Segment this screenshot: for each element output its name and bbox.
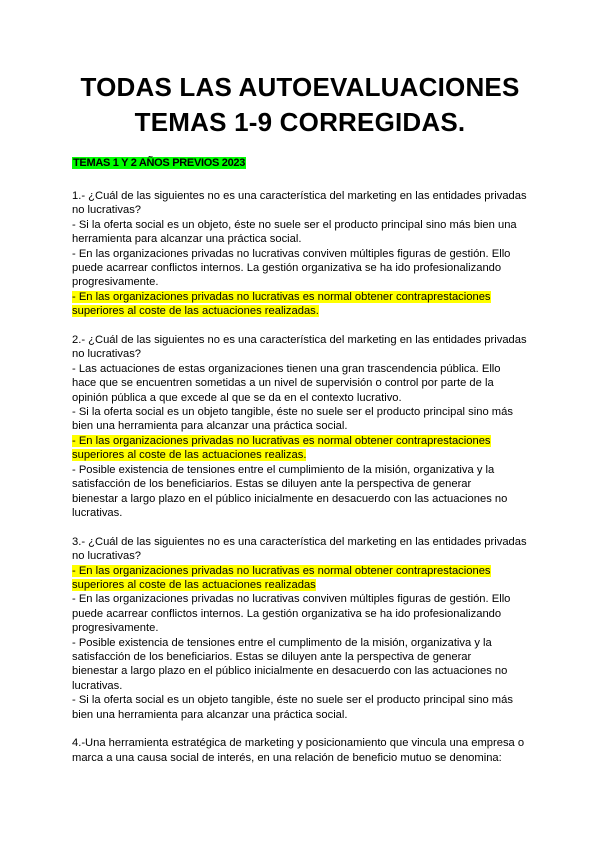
document-title — [0, 70, 600, 140]
questions-list — [72, 189, 542, 780]
line-text: puede acarrear conflictos internos. La gestión organizativa se ha ido profesionalizando — [72, 607, 502, 620]
line-text: - Posible existencia de tensiones entre el cumplimento de la misión, organizativa y la — [72, 636, 492, 649]
question-text-line — [72, 247, 542, 261]
question-text-line — [72, 275, 542, 289]
line-text: - Si la oferta social es un objeto tangible, éste no suele ser el producto principal sino más — [72, 694, 513, 707]
line-text: - Si la oferta social es un objeto tangible, éste no suele ser el producto principal sino más — [72, 406, 513, 419]
question-text-line — [72, 232, 542, 246]
line-text: - Si la oferta social es un objeto, éste no suele ser el producto principal sino más bien una — [72, 218, 517, 231]
line-text: 4.-Una herramienta estratégica de marketing y posicionamiento que vincula una empresa o — [72, 737, 525, 750]
question-text-line — [72, 333, 542, 347]
question-text-line — [72, 592, 542, 606]
question-text-line — [72, 419, 542, 433]
question-4 — [72, 736, 542, 765]
question-text-line — [72, 189, 542, 203]
correct-answer-line — [72, 304, 542, 318]
question-text-line — [72, 535, 542, 549]
question-text-line — [72, 607, 542, 621]
line-text: puede acarrear conflictos internos. La gestión organizativa se ha ido profesionalizando — [72, 262, 502, 275]
highlighted-text: superiores al coste de las actuaciones realizas. — [72, 449, 307, 462]
question-text-line — [72, 347, 542, 361]
line-text: marca a una causa social de interés, en una relación de beneficio mutuo se denomina: — [72, 751, 502, 764]
line-text: 3.- ¿Cuál de las siguientes no es una característica del marketing en las entidades privadas — [72, 535, 527, 548]
line-text: bien una herramienta para alcanzar una práctica social. — [72, 708, 348, 721]
question-text-line — [72, 664, 542, 678]
question-text-line — [72, 203, 542, 217]
line-text: no lucrativas? — [72, 204, 142, 217]
line-text: hace que se encuentren sometidas a un nivel de supervisión o control por parte de la — [72, 377, 494, 390]
line-text: no lucrativas? — [72, 550, 142, 563]
question-text-line — [72, 405, 542, 419]
correct-answer-line — [72, 434, 542, 448]
highlighted-text: - En las organizaciones privadas no lucrativas es normal obtener contraprestaciones — [72, 564, 491, 577]
question-2 — [72, 333, 542, 520]
section-heading-text: TEMAS 1 Y 2 AÑOS PREVIOS 2023 — [73, 157, 246, 169]
question-text-line — [72, 693, 542, 707]
question-text-line — [72, 636, 542, 650]
question-text-line — [72, 376, 542, 390]
correct-answer-line — [72, 578, 542, 592]
question-text-line — [72, 621, 542, 635]
line-text: lucrativas. — [72, 679, 123, 692]
question-text-line — [72, 463, 542, 477]
line-text: - En las organizaciones privadas no lucrativas conviven múltiples figuras de gestión. Ello — [72, 247, 511, 260]
question-text-line — [72, 261, 542, 275]
line-text: bien una herramienta para alcanzar una práctica social. — [72, 420, 348, 433]
line-text: - Posible existencia de tensiones entre el cumplimiento de la misión, organizativa y la — [72, 463, 495, 476]
highlighted-text: superiores al coste de las actuaciones realizadas. — [72, 305, 319, 318]
line-text: 1.- ¿Cuál de las siguientes no es una característica del marketing en las entidades privadas — [72, 190, 527, 202]
question-text-line — [72, 679, 542, 693]
question-text-line — [72, 477, 542, 491]
correct-answer-line — [72, 448, 542, 462]
question-text-line — [72, 506, 542, 520]
question-text-line — [72, 650, 542, 664]
line-text: progresivamente. — [72, 276, 159, 289]
question-text-line — [72, 708, 542, 722]
line-text: satisfacción de los beneficiarios. Estas se diluyen ante la perspectiva de generar — [72, 650, 472, 663]
line-text: bienestar a largo plazo en el público inicialmente en desacuerdo con las actuaciones no — [72, 492, 508, 505]
title-line-1: TODAS LAS AUTOEVALUACIONES — [80, 72, 520, 102]
line-text: progresivamente. — [72, 622, 159, 635]
highlighted-text: - En las organizaciones privadas no lucrativas es normal obtener contraprestaciones — [72, 290, 491, 303]
line-text: lucrativas. — [72, 506, 123, 519]
question-1 — [72, 189, 542, 319]
line-text: - En las organizaciones privadas no lucrativas conviven múltiples figuras de gestión. Ello — [72, 593, 511, 606]
correct-answer-line — [72, 290, 542, 304]
question-text-line — [72, 218, 542, 232]
line-text: herramienta para alcanzar una práctica social. — [72, 233, 302, 246]
question-3 — [72, 535, 542, 722]
section-heading — [72, 157, 246, 170]
correct-answer-line — [72, 564, 542, 578]
question-text-line — [72, 492, 542, 506]
line-text: - Las actuaciones de estas organizaciones tienen una gran trascendencia pública. Ello — [72, 362, 501, 375]
line-text: bienestar a largo plazo en el público inicialmente en desacuerdo con las actuaciones no — [72, 665, 508, 678]
title-line-2: TEMAS 1-9 CORREGIDAS. — [134, 107, 466, 137]
line-text: no lucrativas? — [72, 348, 142, 361]
highlighted-text: - En las organizaciones privadas no lucrativas es normal obtener contraprestaciones — [72, 434, 491, 447]
line-text: 2.- ¿Cuál de las siguientes no es una característica del marketing en las entidades privadas — [72, 334, 527, 347]
question-text-line — [72, 751, 542, 765]
question-text-line — [72, 362, 542, 376]
question-text-line — [72, 736, 542, 750]
question-text-line — [72, 391, 542, 405]
question-text-line — [72, 549, 542, 563]
line-text: opinión pública a que excede al que se da en el contexto lucrativo. — [72, 391, 402, 404]
highlighted-text: superiores al coste de las actuaciones realizadas — [72, 578, 316, 591]
line-text: satisfacción de los beneficiarios. Estas se diluyen ante la perspectiva de generar — [72, 478, 472, 491]
